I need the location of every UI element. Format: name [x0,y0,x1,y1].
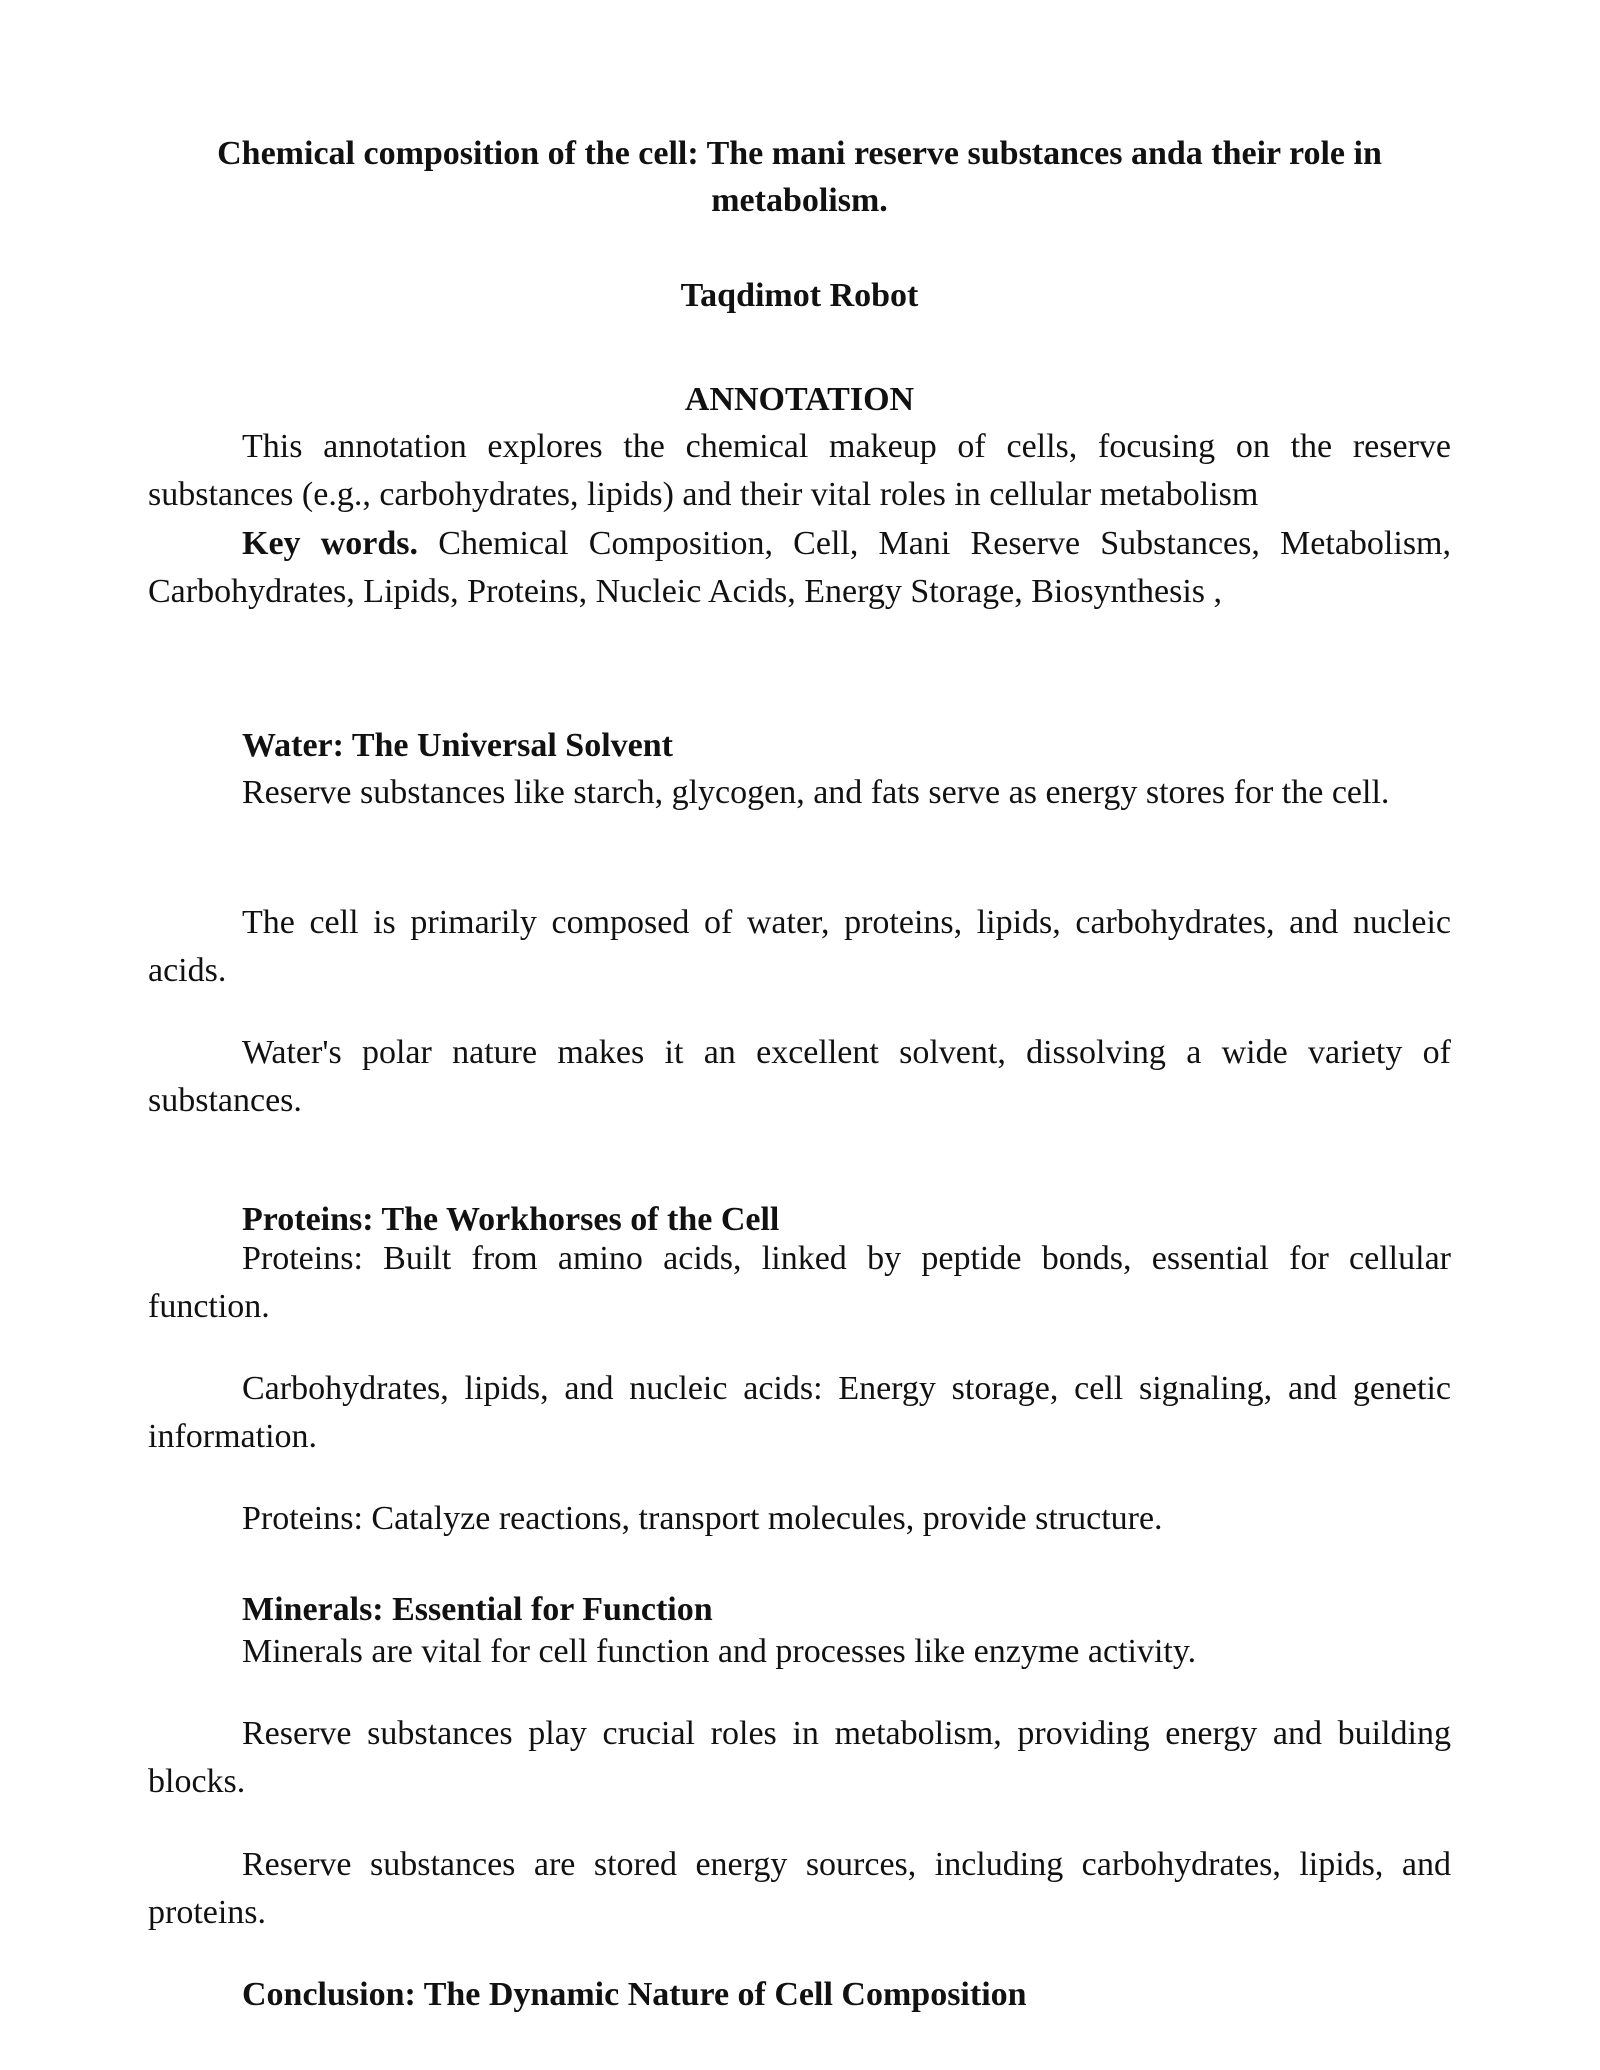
section-heading-proteins: Proteins: The Workhorses of the Cell [242,1201,780,1238]
section-paragraph: Water's polar nature makes it an excellent solvent, dissolving a wide variety of substances. [148,1034,1451,1119]
section-paragraph: Minerals are vital for cell function and processes like enzyme activity. [242,1633,1197,1670]
section-paragraph: Reserve substances play crucial roles in metabolism, providing energy and building blocks. [148,1715,1451,1800]
section-paragraph: Proteins: Catalyze reactions, transport molecules, provide structure. [242,1500,1163,1537]
annotation-paragraph: This annotation explores the chemical makeup of cells, focusing on the reserve substances (e.g., carbohydrates, lipids) and their vital roles in cellular metabolism [148,428,1451,513]
section-heading-minerals: Minerals: Essential for Function [242,1591,713,1628]
section-paragraph: Reserve substances like starch, glycogen, and fats serve as energy stores for the cell. [242,774,1390,811]
section-heading-water: Water: The Universal Solvent [242,727,673,764]
document-author: Taqdimot Robot [680,277,919,314]
section-paragraph: Carbohydrates, lipids, and nucleic acids: Energy storage, cell signaling, and genetic information. [148,1370,1451,1455]
keywords-paragraph [148,520,1451,616]
section-paragraph: Proteins: Built from amino acids, linked by peptide bonds, essential for cellular function. [148,1240,1451,1325]
document-title: Chemical composition of the cell: The mani reserve substances anda their role in metabolism. [217,135,1382,219]
section-heading-conclusion: Conclusion: The Dynamic Nature of Cell Composition [242,1976,1027,2013]
keywords-list: Chemical Composition, Cell, Mani Reserve Substances, Metabolism, Carbohydrates, Lipids, Proteins, Nucleic Acids, Energy Storage, Biosynthesis , [148,525,1452,610]
section-paragraph: The cell is primarily composed of water, proteins, lipids, carbohydrates, and nucleic acids. [148,904,1451,989]
annotation-heading: ANNOTATION [684,381,915,418]
section-paragraph: Reserve substances are stored energy sources, including carbohydrates, lipids, and proteins. [148,1846,1451,1931]
keywords-label: Key words. [242,525,419,562]
